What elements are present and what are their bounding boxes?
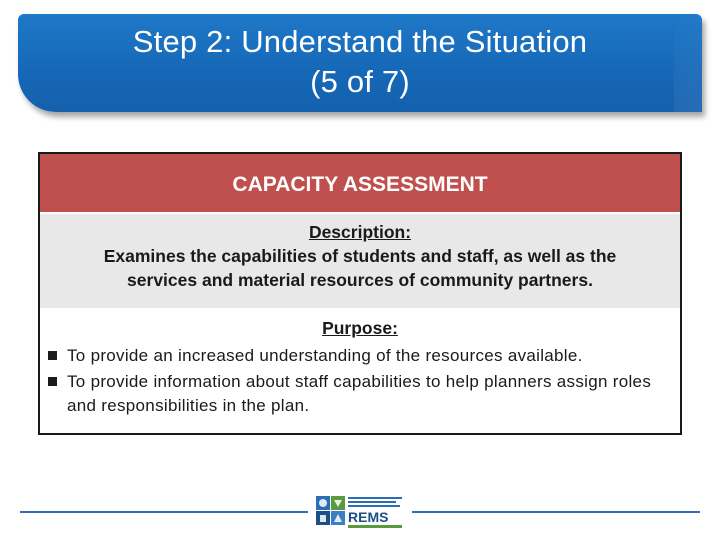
square-bullet-icon — [48, 377, 57, 386]
purpose-item-text: To provide an increased understanding of the resources available. — [67, 346, 583, 365]
slide-footer — [0, 488, 720, 538]
purpose-row — [40, 310, 680, 418]
purpose-list — [40, 344, 680, 418]
slide-title-line-1: Step 2: Understand the Situation — [132, 24, 588, 59]
description-label: Description: — [308, 222, 412, 242]
slide-title-banner — [18, 14, 702, 112]
purpose-label: Purpose: — [322, 318, 398, 338]
table-header: CAPACITY ASSESSMENT — [40, 154, 680, 214]
description-text-line-2: services and material resources of community partners. — [127, 270, 593, 290]
rems-logo-wordmark: REMS — [348, 509, 389, 525]
footer-divider-left — [20, 511, 308, 513]
capacity-assessment-table — [38, 152, 682, 435]
description-text-line-1: Examines the capabilities of students and staff, as well as the — [103, 246, 617, 266]
footer-divider-right — [412, 511, 700, 513]
list-item — [48, 370, 670, 418]
purpose-item-text: To provide information about staff capabilities to help planners assign roles and responsibilities in the plan. — [67, 372, 652, 415]
square-bullet-icon — [48, 351, 57, 360]
rems-logo-icon — [314, 492, 406, 532]
slide-title-line-2: (5 of 7) — [310, 64, 410, 99]
list-item — [48, 344, 670, 368]
description-row — [40, 214, 680, 310]
